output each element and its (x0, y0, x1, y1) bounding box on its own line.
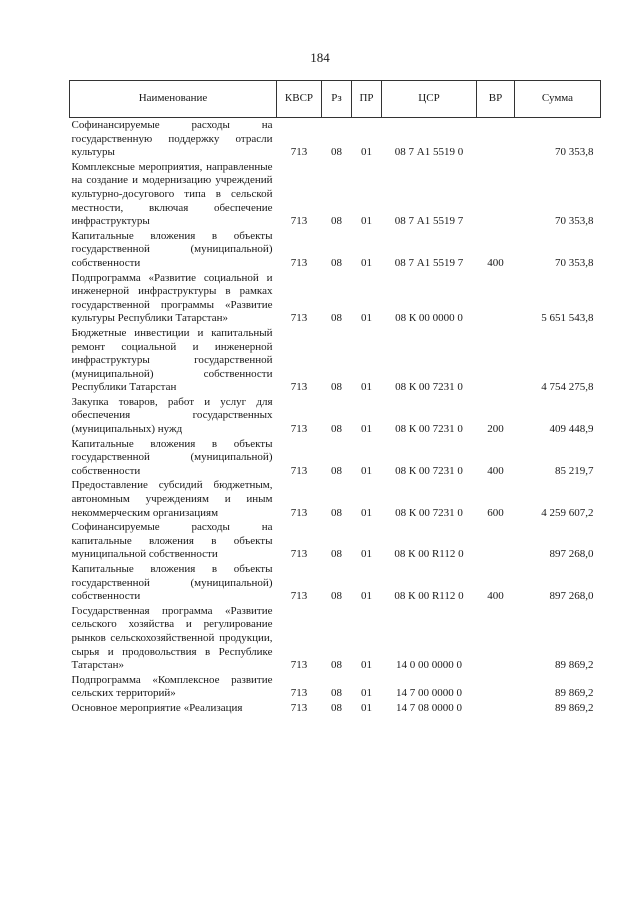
cell-pr: 01 (361, 687, 372, 700)
cell-csr: 08 К 00 7231 0 (395, 423, 463, 436)
cell-rz: 08 (331, 146, 342, 159)
table-row (70, 673, 601, 701)
table-header-row (70, 81, 601, 118)
cell-vr (477, 271, 515, 326)
table-body (70, 118, 601, 716)
cell-vr (477, 673, 515, 701)
cell-vr (477, 520, 515, 562)
cell-kvsr: 713 (290, 423, 308, 436)
header-kvsr: КВСР (277, 81, 322, 118)
cell-name: Комплексные мероприятия, направленные на создание и модернизацию учреждений культурно-досугового типа в сельской местности, включая обеспечение инфраструктуры (71, 160, 273, 228)
cell-kvsr: 713 (290, 506, 308, 519)
cell-kvsr: 713 (290, 464, 308, 477)
cell-csr: 08 7 А1 5519 7 (394, 256, 464, 269)
cell-rz: 08 (331, 687, 342, 700)
cell-csr: 08 К 00 7231 0 (395, 464, 463, 477)
header-vr: ВР (477, 81, 515, 118)
cell-pr: 01 (361, 146, 372, 159)
cell-sum: 409 448,9 (549, 423, 594, 436)
cell-rz: 08 (331, 548, 342, 561)
cell-csr: 08 К 00 R112 0 (394, 590, 464, 603)
cell-vr (477, 118, 515, 160)
cell-kvsr: 713 (290, 548, 308, 561)
cell-kvsr: 713 (290, 701, 308, 714)
cell-kvsr: 713 (290, 146, 308, 159)
cell-vr (477, 604, 515, 673)
cell-kvsr: 713 (290, 687, 308, 700)
cell-name: Предоставление субсидий бюджетным, автономным учреждениям и иным некоммерческим организациям (71, 479, 273, 519)
cell-csr: 08 7 А1 5519 7 (394, 215, 464, 228)
cell-pr: 01 (361, 381, 372, 394)
cell-kvsr: 713 (290, 590, 308, 603)
cell-vr: 200 (487, 423, 504, 436)
header-name: Наименование (70, 81, 277, 118)
cell-pr: 01 (361, 701, 372, 714)
cell-sum: 85 219,7 (555, 464, 594, 477)
table-row (70, 160, 601, 229)
cell-pr: 01 (361, 423, 372, 436)
cell-sum: 897 268,0 (549, 590, 594, 603)
table-row (70, 562, 601, 604)
cell-rz: 08 (331, 312, 342, 325)
page-number: 184 (310, 50, 330, 65)
cell-sum: 89 869,2 (555, 687, 594, 700)
cell-pr: 01 (361, 590, 372, 603)
table-row (70, 229, 601, 271)
cell-rz: 08 (331, 256, 342, 269)
cell-kvsr: 713 (290, 659, 308, 672)
cell-kvsr: 713 (290, 381, 308, 394)
header-sum: Сумма (515, 81, 601, 118)
table-row (70, 271, 601, 326)
header-csr: ЦСР (382, 81, 477, 118)
cell-pr: 01 (361, 464, 372, 477)
table-row (70, 604, 601, 673)
table-row (70, 326, 601, 395)
cell-name: Государственная программа «Развитие сельского хозяйства и регулирование рынков сельскохозяйственной продукции, сырья и продовольствия в Республике Татарстан» (71, 604, 273, 672)
cell-name: Софинансируемые расходы на капитальные вложения в объекты муниципальной собственности (71, 521, 273, 561)
cell-name: Закупка товаров, работ и услуг для обеспечения государственных (муниципальных) нужд (71, 395, 273, 436)
header-pr: ПР (352, 81, 382, 118)
cell-csr: 14 0 00 0000 0 (396, 659, 462, 672)
cell-sum: 70 353,8 (555, 146, 594, 159)
cell-name: Софинансируемые расходы на государственную поддержку отрасли культуры (71, 119, 273, 159)
cell-vr (477, 326, 515, 395)
cell-vr (477, 160, 515, 229)
cell-vr: 400 (487, 464, 504, 477)
cell-csr: 08 К 00 0000 0 (395, 312, 463, 325)
table-row (70, 701, 601, 716)
cell-rz: 08 (331, 464, 342, 477)
cell-kvsr: 713 (290, 256, 308, 269)
cell-pr: 01 (361, 659, 372, 672)
cell-kvsr: 713 (290, 312, 308, 325)
cell-csr: 08 К 00 7231 0 (395, 381, 463, 394)
cell-name: Капитальные вложения в объекты государственной (муниципальной) собственности (71, 437, 273, 477)
table-row (70, 395, 601, 437)
cell-vr: 400 (487, 590, 504, 603)
cell-sum: 4 754 275,8 (541, 381, 594, 394)
cell-rz: 08 (331, 423, 342, 436)
cell-vr (477, 701, 515, 716)
cell-pr: 01 (361, 256, 372, 269)
cell-kvsr: 713 (290, 215, 308, 228)
cell-sum: 4 259 607,2 (541, 506, 594, 519)
cell-rz: 08 (331, 215, 342, 228)
cell-vr: 600 (487, 506, 504, 519)
cell-rz: 08 (331, 506, 342, 519)
cell-name: Капитальные вложения в объекты государственной (муниципальной) собственности (71, 229, 273, 269)
budget-table (69, 80, 601, 716)
cell-pr: 01 (361, 548, 372, 561)
cell-sum: 70 353,8 (555, 256, 594, 269)
cell-csr: 08 К 00 7231 0 (395, 506, 463, 519)
cell-sum: 897 268,0 (549, 548, 594, 561)
cell-sum: 89 869,2 (555, 659, 594, 672)
cell-rz: 08 (331, 659, 342, 672)
cell-rz: 08 (331, 590, 342, 603)
cell-name: Основное мероприятие «Реализация (71, 701, 243, 714)
cell-csr: 14 7 00 0000 0 (396, 687, 462, 700)
cell-rz: 08 (331, 381, 342, 394)
cell-vr: 400 (487, 256, 504, 269)
cell-sum: 70 353,8 (555, 215, 594, 228)
cell-name: Подпрограмма «Комплексное развитие сельских территорий» (71, 673, 273, 700)
cell-csr: 08 К 00 R112 0 (394, 548, 464, 561)
table-row (70, 520, 601, 562)
cell-sum: 89 869,2 (555, 701, 594, 714)
cell-name: Капитальные вложения в объекты государственной (муниципальной) собственности (71, 563, 273, 603)
cell-pr: 01 (361, 506, 372, 519)
cell-rz: 08 (331, 701, 342, 714)
table-row (70, 478, 601, 520)
cell-name: Бюджетные инвестиции и капитальный ремонт социальной и инженерной инфраструктуры государственной (муниципальной) собственности Республики Татарстан (71, 326, 273, 394)
cell-name: Подпрограмма «Развитие социальной и инженерной инфраструктуры в рамках государственной программы «Развитие культуры Республики Татарстан» (71, 271, 273, 325)
header-rz: Рз (322, 81, 352, 118)
cell-pr: 01 (361, 312, 372, 325)
cell-sum: 5 651 543,8 (541, 312, 594, 325)
table-row (70, 437, 601, 479)
cell-csr: 14 7 08 0000 0 (396, 701, 462, 714)
cell-pr: 01 (361, 215, 372, 228)
cell-csr: 08 7 А1 5519 0 (394, 146, 464, 159)
table-row (70, 118, 601, 160)
